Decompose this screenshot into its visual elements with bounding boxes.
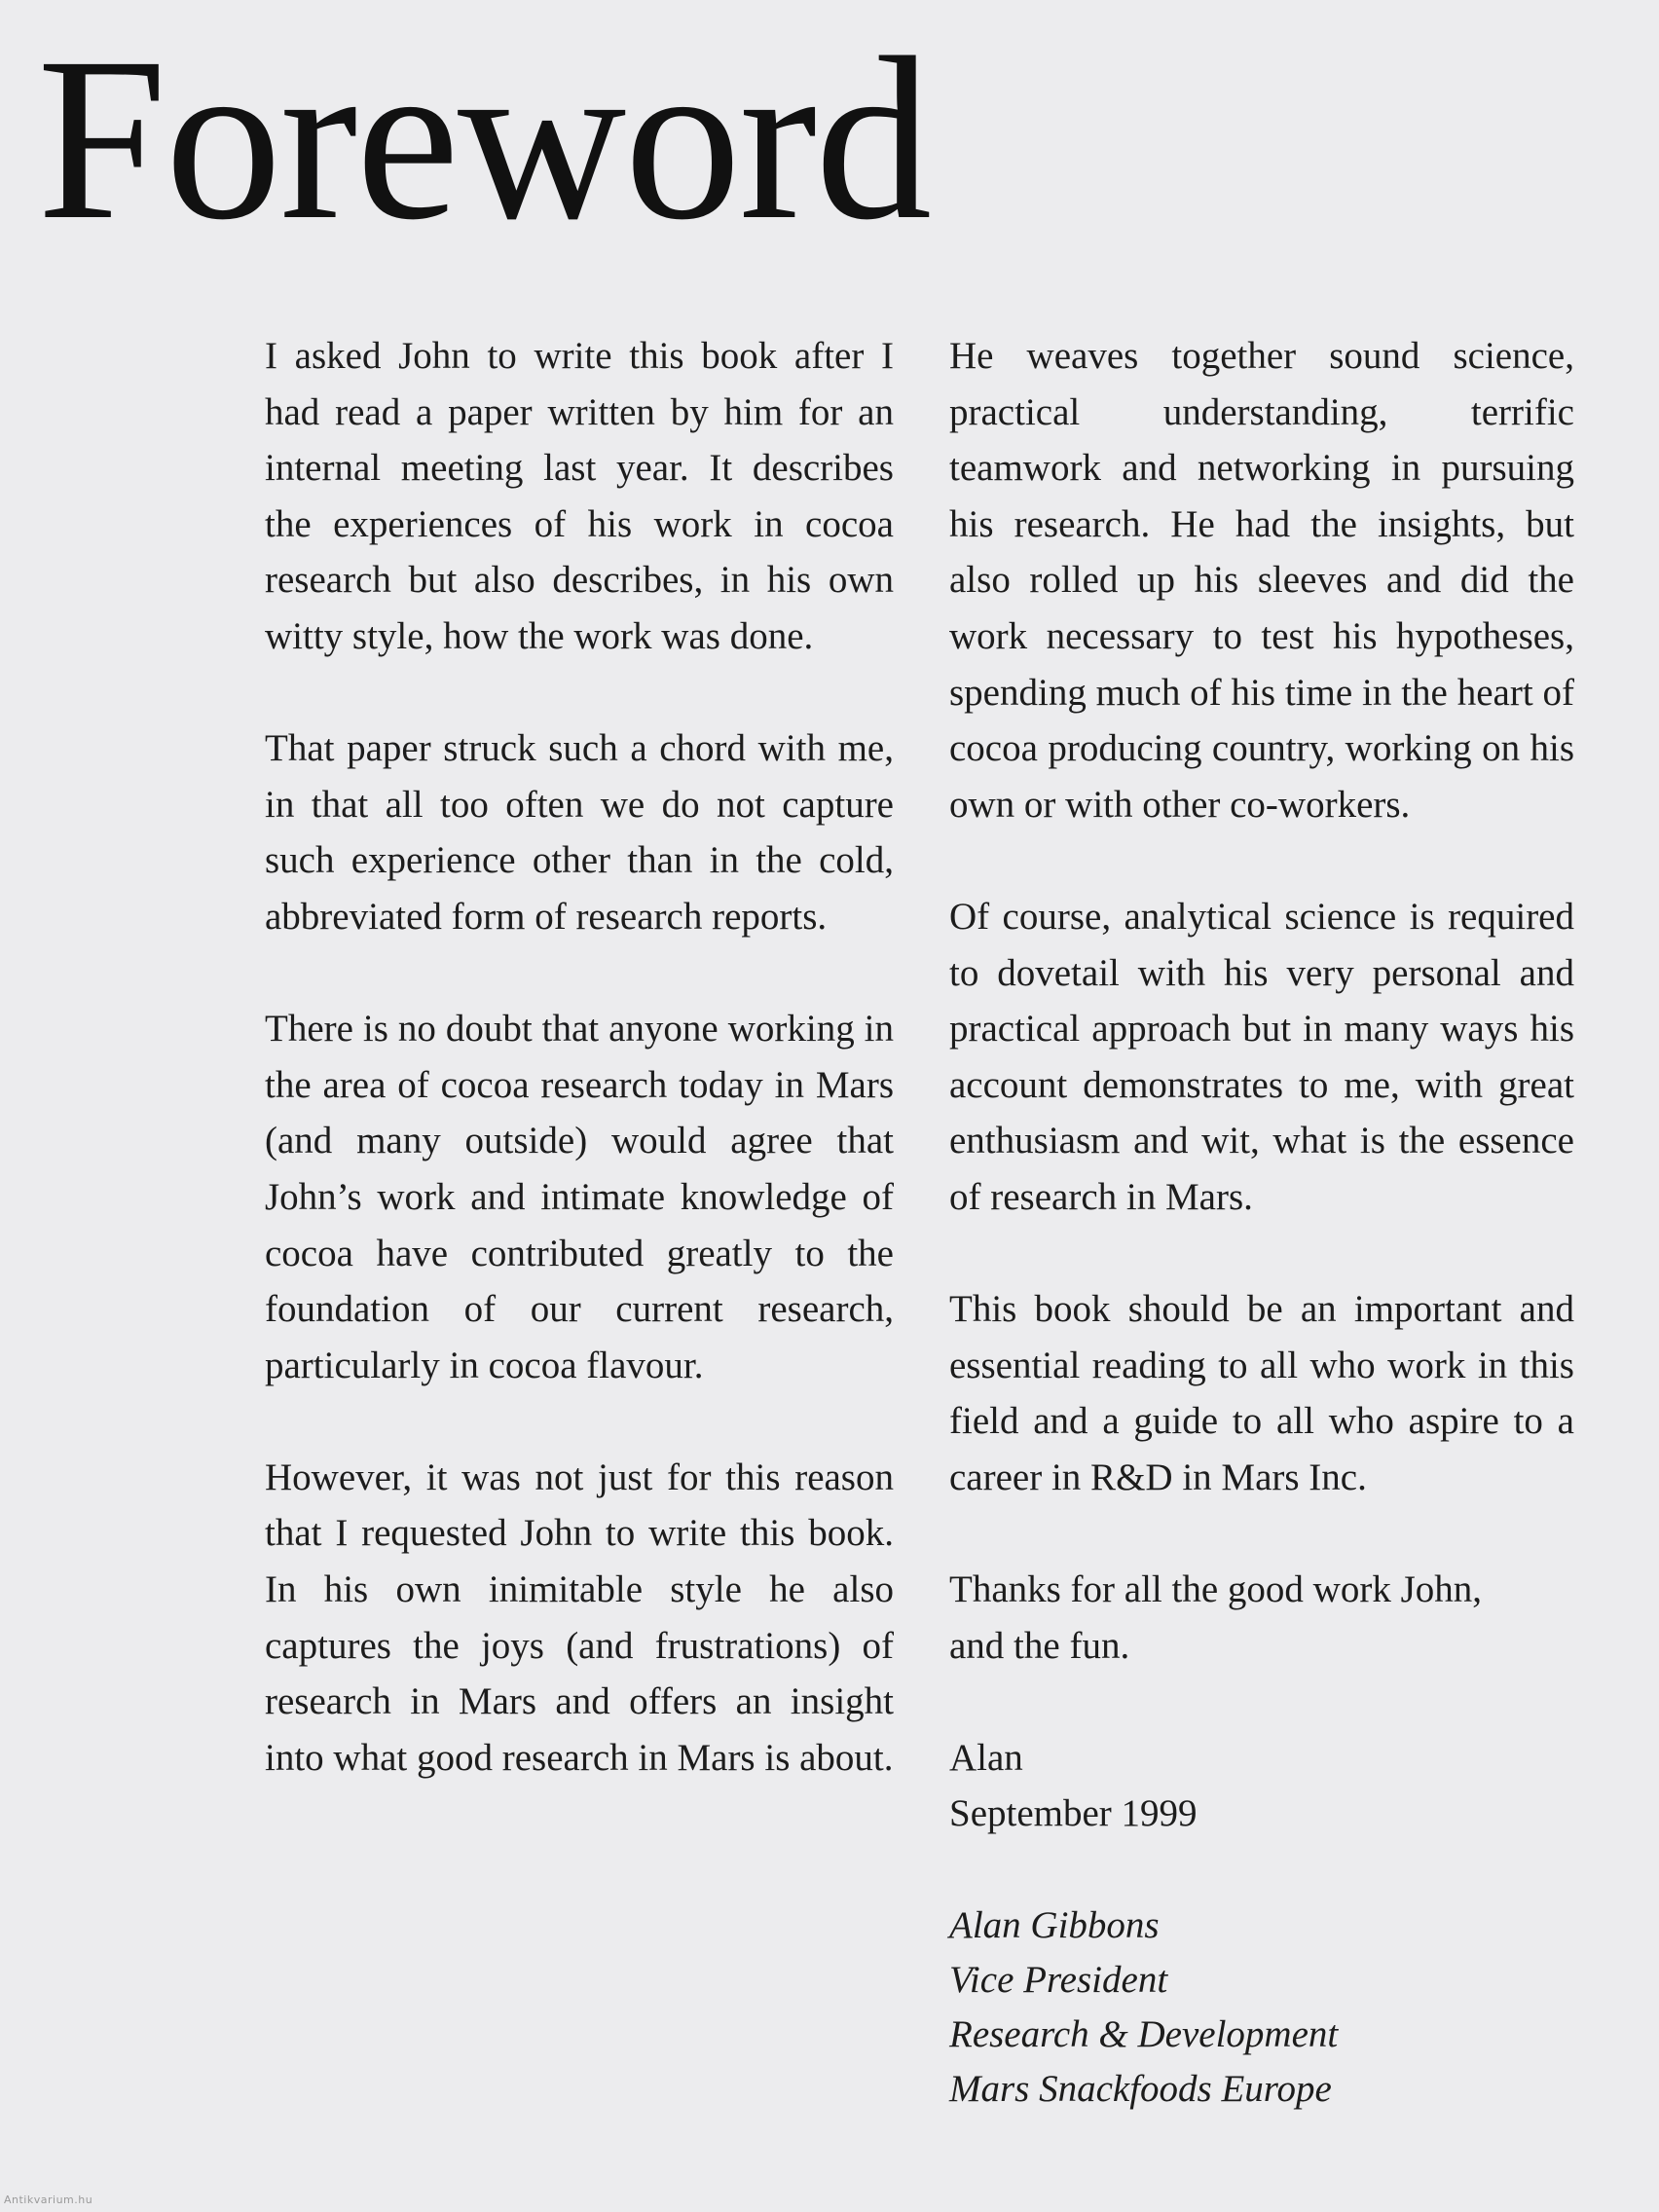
paragraph-3: There is no doubt that anyone working in the area of cocoa research today in Mars (and many outside) would agree that John’s work and intimate knowledge of cocoa have contributed greatly to the foundation of our current research, particularly in cocoa flavour. bbox=[265, 1008, 894, 1386]
paragraph-4: However, it was not just for this reason that I requested John to write this book. In his own inimitable style he also captures the joys (and frustrations) of research in Mars and offers an insight into what good research in Mars is about. bbox=[265, 1456, 894, 1779]
signature-block bbox=[949, 1899, 1574, 2117]
thanks-line-1: Thanks for all the good work John, bbox=[949, 1568, 1482, 1611]
signature-position: Vice President bbox=[949, 1958, 1168, 2001]
page-title: Foreword bbox=[37, 9, 931, 268]
signoff bbox=[949, 1730, 1574, 1842]
left-column bbox=[265, 328, 894, 1842]
right-column bbox=[949, 328, 1574, 2117]
signoff-date: September 1999 bbox=[949, 1792, 1198, 1835]
paragraph-2: That paper struck such a chord with me, in that all too often we do not capture such experience other than in the cold, abbreviated form of research reports. bbox=[265, 727, 894, 938]
paragraph-1: I asked John to write this book after I had read a paper written by him for an internal meeting last year. It describes the experiences of his work in cocoa research but also describes, in his own witty style, how the work was done. bbox=[265, 335, 894, 657]
thanks-paragraph bbox=[949, 1562, 1574, 1674]
paragraph-6: Of course, analytical science is required to dovetail with his very personal and practical approach but in many ways his account demonstrates to me, with great enthusiasm and wit, what is the essence of research in Mars. bbox=[949, 895, 1574, 1218]
thanks-line-2: and the fun. bbox=[949, 1624, 1130, 1667]
watermark: Antikvarium.hu bbox=[4, 2194, 93, 2206]
signoff-name: Alan bbox=[949, 1736, 1023, 1779]
paragraph-5: He weaves together sound science, practical understanding, terrific teamwork and networking in pursuing his research. He had the insights, but also rolled up his sleeves and did the work necessary to test his hypotheses, spending much of his time in the heart of cocoa producing country, working on his own or with other co-workers. bbox=[949, 335, 1574, 826]
signature-name: Alan Gibbons bbox=[949, 1903, 1160, 1946]
paragraph-7: This book should be an important and essential reading to all who work in this field and a guide to all who aspire to a career in R&D in Mars Inc. bbox=[949, 1288, 1574, 1498]
signature-department: Research & Development bbox=[949, 2012, 1339, 2055]
signature-company: Mars Snackfoods Europe bbox=[949, 2067, 1332, 2110]
